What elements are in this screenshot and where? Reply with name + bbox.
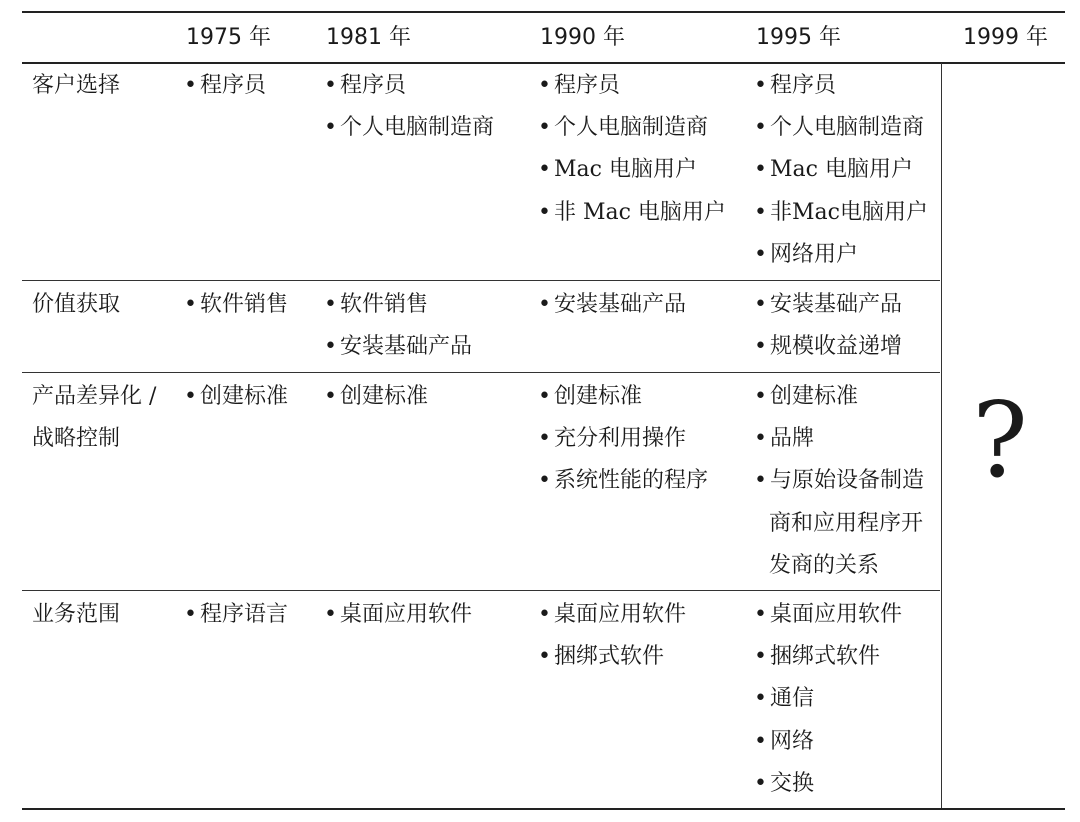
list-item: • 程序员: [324, 65, 494, 107]
list-item: • 桌面应用软件: [754, 594, 902, 636]
list-item: • 非Mac电脑用户: [754, 192, 928, 234]
header-rule: [22, 62, 1065, 64]
list-item-continuation: 商和应用程序开: [769, 510, 924, 536]
cell-customer-1975: [184, 65, 266, 107]
row-divider: [22, 372, 940, 373]
cell-scope-1975: [184, 594, 288, 636]
cell-customer-1995: [754, 65, 928, 276]
cell-value-1975: [184, 284, 288, 326]
column-divider-1999: [941, 63, 942, 808]
list-item: • 与原始设备制造: [754, 460, 924, 502]
list-item: • 程序语言: [184, 594, 288, 636]
list-item: • 创建标准: [324, 376, 428, 418]
row-label-business-scope: 业务范围: [32, 602, 121, 627]
list-item: • 捆绑式软件: [538, 636, 686, 678]
list-item: • 网络用户: [754, 234, 928, 276]
list-item: • 软件销售: [184, 284, 288, 326]
list-item: • 创建标准: [538, 376, 708, 418]
list-item: • 安装基础产品: [754, 284, 902, 326]
list-item: • 非 Mac 电脑用户: [538, 192, 726, 234]
header-1995: 1995 年: [756, 25, 841, 50]
list-item: • 创建标准: [754, 376, 924, 418]
list-item: • 程序员: [184, 65, 266, 107]
row-label-strategic-control: 战略控制: [32, 426, 121, 451]
list-item: • 网络: [754, 721, 902, 763]
cell-customer-1981: [324, 65, 494, 149]
list-item-continuation: 发商的关系: [769, 552, 880, 578]
bottom-rule: [22, 808, 1065, 810]
cell-diff-1981: [324, 376, 428, 418]
list-item: • 安装基础产品: [324, 326, 472, 368]
list-item: • 个人电脑制造商: [538, 107, 726, 149]
list-item: • 品牌: [754, 418, 924, 460]
list-item: • Mac 电脑用户: [538, 149, 726, 191]
list-item: • 个人电脑制造商: [324, 107, 494, 149]
header-1990: 1990 年: [540, 25, 625, 50]
header-1981: 1981 年: [326, 25, 411, 50]
row-label-customer-choice: 客户选择: [32, 73, 121, 98]
list-item: • 系统性能的程序: [538, 460, 708, 502]
list-item: • Mac 电脑用户: [754, 149, 928, 191]
cell-diff-1975: [184, 376, 288, 418]
list-item: • 桌面应用软件: [324, 594, 472, 636]
list-item: • 通信: [754, 678, 902, 720]
row-divider: [22, 280, 940, 281]
list-item: • 捆绑式软件: [754, 636, 902, 678]
header-1975: 1975 年: [186, 25, 271, 50]
merged-cell-question-mark: ?: [972, 379, 1028, 501]
cell-scope-1981: [324, 594, 472, 636]
list-item: • 规模收益递增: [754, 326, 902, 368]
cell-customer-1990: [538, 65, 726, 234]
cell-scope-1995: [754, 594, 902, 805]
cell-diff-1990: [538, 376, 708, 503]
list-item: • 桌面应用软件: [538, 594, 686, 636]
list-item: • 交换: [754, 763, 902, 805]
list-item: • 软件销售: [324, 284, 472, 326]
cell-scope-1990: [538, 594, 686, 678]
cell-value-1981: [324, 284, 472, 368]
list-item: • 个人电脑制造商: [754, 107, 928, 149]
cell-value-1990: [538, 284, 686, 326]
list-item: • 充分利用操作: [538, 418, 708, 460]
list-item: • 程序员: [538, 65, 726, 107]
list-item: • 创建标准: [184, 376, 288, 418]
cell-diff-1995: [754, 376, 924, 587]
list-item: • 程序员: [754, 65, 928, 107]
top-rule: [22, 11, 1065, 13]
row-label-differentiation: 产品差异化 /: [32, 384, 157, 409]
cell-value-1995: [754, 284, 902, 368]
list-item: • 安装基础产品: [538, 284, 686, 326]
header-1999: 1999 年: [963, 25, 1048, 50]
row-label-value-capture: 价值获取: [32, 292, 121, 317]
row-divider: [22, 590, 940, 591]
